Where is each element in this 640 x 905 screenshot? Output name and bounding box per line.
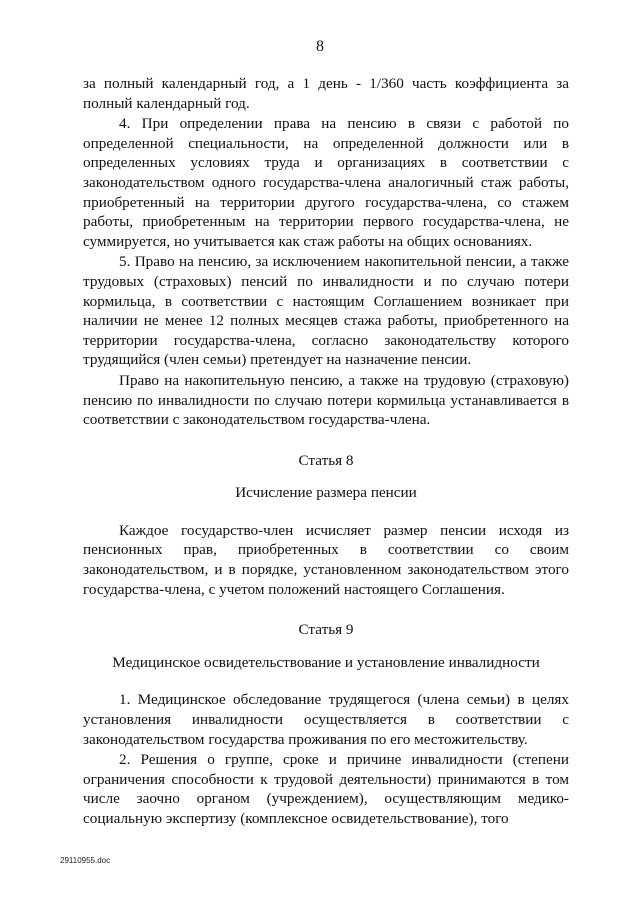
spacer bbox=[83, 640, 569, 653]
spacer bbox=[83, 470, 569, 483]
article-9-paragraph-2: 2. Решения о группе, сроке и причине инвалидности (степени ограничения способности к трудовой деятельности) принимаются в том числе заочно органом (учреждением), осуществляющим медико-социальную экспертизу (комплексное освидетельствование), того bbox=[83, 751, 569, 827]
article-9-paragraph-1: 1. Медицинское обследование трудящегося (члена семьи) в целях установления инвалидности осуществляется в соответствии с законодательством государства проживания по его местожительству. bbox=[83, 691, 569, 748]
footer-filename: 29110955.doc bbox=[60, 856, 111, 865]
article-8-title: Исчисление размера пенсии bbox=[235, 484, 417, 502]
article-8-paragraph: Каждое государство-член исчисляет размер пенсии исходя из пенсионных прав, приобретенных в соответствии со своим законодательством, и в порядке, установленном законодательством этого государства-члена, с учетом положений настоящего Соглашения. bbox=[83, 521, 569, 598]
article-9-title: Медицинское освидетельствование и установление инвалидности bbox=[112, 653, 540, 671]
paragraph-accumulative-pension: Право на накопительную пенсию, а также на трудовую (страховую) пенсию по инвалидности по случаю потери кормильца устанавливается в соответствии с законодательством государства-члена. bbox=[83, 371, 569, 429]
page-number: 8 bbox=[316, 38, 324, 55]
spacer bbox=[83, 672, 569, 690]
article-8-number: Статья 8 bbox=[298, 451, 354, 469]
spacer bbox=[83, 599, 569, 620]
article-9-number: Статья 9 bbox=[298, 621, 354, 639]
spacer bbox=[83, 430, 569, 451]
spacer bbox=[83, 503, 569, 521]
paragraph-clause-5: 5. Право на пенсию, за исключением накопительной пенсии, а также трудовых (страховых) пенсий по инвалидности и по случаю потери кормильца, в соответствии с настоящим Соглашением возникает при наличии не менее 12 полных месяцев стажа работы, приобретенного на территории государства-члена, согласно законодательству которого трудящийся (член семьи) претендует на назначение пенсии. bbox=[83, 253, 569, 369]
paragraph-clause-4: 4. При определении права на пенсию в связи с работой по определенной специальности, на определенной должности или в определенных условиях труда и организациях в соответствии с законодательством одного государства-члена аналогичный стаж работы, приобретенный на территории другого государства-члена, со стажем работы, приобретенным на территории первого государства-члена, не суммируется, но учитывается как стаж работы на общих основаниях. bbox=[83, 115, 569, 250]
document-body bbox=[83, 74, 569, 829]
paragraph-continuation: за полный календарный год, а 1 день - 1/360 часть коэффициента за полный календарный год. bbox=[83, 75, 569, 112]
